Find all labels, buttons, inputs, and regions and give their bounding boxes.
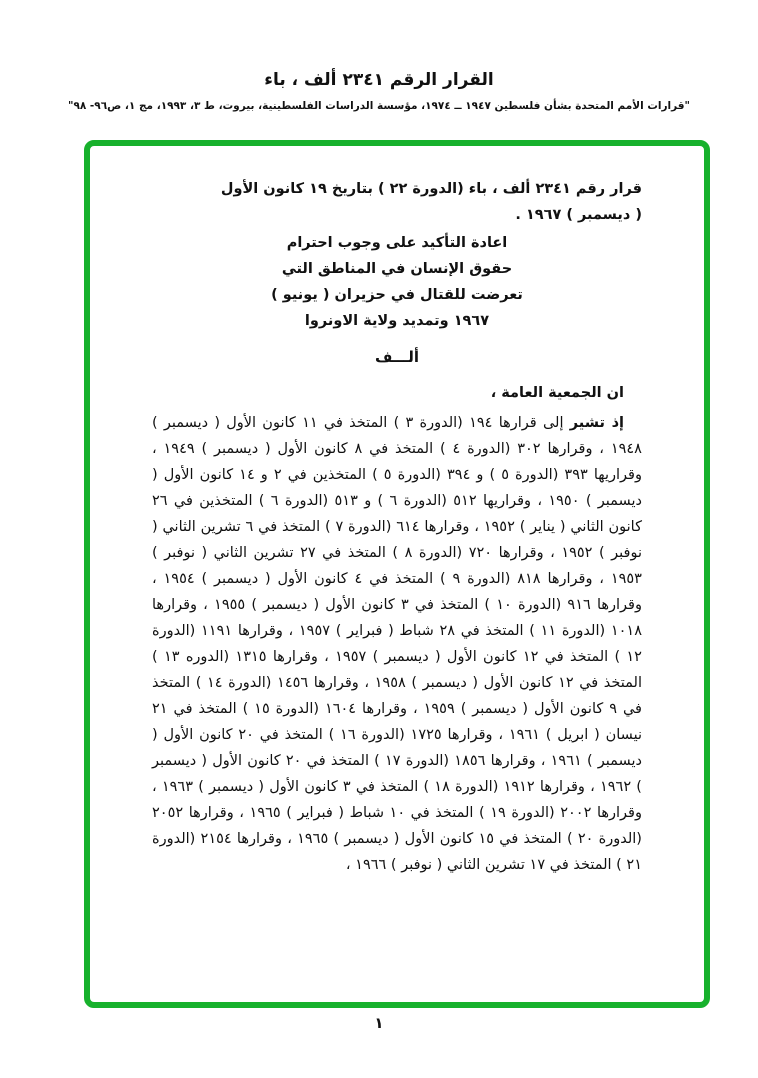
resolution-content	[90, 146, 704, 878]
resolution-heading	[152, 176, 642, 228]
resolution-subject-line: ١٩٦٧ وتمديد ولاية الاونروا	[304, 313, 490, 329]
page-title: القرار الرقم ٢٣٤١ ألف ، باء	[264, 70, 494, 90]
body-text: إلى قرارها ١٩٤ (الدورة ٣ ) المتخذ في ١١ كانون الأول ( ديسمبر ) ١٩٤٨ ، وقرارها ٣٠٢ (الدورة ٤ ) المتخذ في ٨ كانون الأول ( ديسمبر ) ١٩٤٩ ، وقراريها ٣٩٣ (الدورة ٥ ) و ٣٩٤ (الدورة ٥ ) المتخذين في ٢ و ١٤ كانون الأول ( ديسمبر ) ١٩٥٠ ، وقراريها ٥١٢ (الدورة ٦ ) و ٥١٣ (الدورة ٦ ) المتخذين في ٢٦ كانون الثاني ( يناير ) ١٩٥٢ ، وقرارها ٦١٤ (الدورة ٧ ) المتخذ في ٦ تشرين الثاني ( نوفبر ) ١٩٥٢ ، وقرارها ٧٢٠ (الدورة ٨ ) المتخذ في ٢٧ تشرين الثاني ( نوفبر ) ١٩٥٣ ، وقرارها ٨١٨ (الدورة ٩ ) المتخذ في ٤ كانون الأول ( ديسمبر ) ١٩٥٤ ، وقرارها ٩١٦ (الدورة ١٠ ) المتخذ في ٣ كانون الأول ( ديسمبر ) ١٩٥٥ ، وقرارها ١٠١٨ (الدورة ١١ ) المتخذ في ٢٨ شباط ( فبراير ) ١٩٥٧ ، وقرارها ١١٩١ (الدورة ١٢ ) المتخذ في ١٢ كانون الأول ( ديسمبر ) ١٩٥٧ ، وقرارها ١٣١٥ (الدوره ١٣ ) المتخذ في ١٢ كانون الأول ( ديسمبر ) ١٩٥٨ ، وقرارها ١٤٥٦ (الدورة ١٤ ) المتخذ في ٩ كانون الأول ( ديسمبر ) ١٩٥٩ ، وقرارها ١٦٠٤ (الدورة ١٥ ) المتخذ في ٢١ نيسان ( ابريل ) ١٩٦١ ، وقرارها ١٧٢٥ (الدورة ١٦ ) المتخذ في ٢٠ كانون الأول ( ديسمبر ) ١٩٦١ ، وقرارها ١٨٥٦ (الدورة ١٧ ) المتخذ في ٢٠ كانون الأول ( ديسمبر ) ١٩٦٢ ، وقرارها ١٩١٢ (الدورة ١٨ ) المتخذ في ٣ كانون الأول ( ديسمبر ) ١٩٦٣ ، وقرارها ٢٠٠٢ (الدورة ١٩ ) المتخذ في ١٠ شباط ( فبراير ) ١٩٦٥ ، وقرارها ٢٠٥٢ (الدورة ٢٠ ) المتخذ في ١٥ كانون الأول ( ديسمبر ) ١٩٦٥ ، وقرارها ٢١٥٤ (الدورة ٢١ ) المتخذ في ١٧ تشرين الثاني ( نوفبر ) ١٩٦٦ ،	[152, 415, 642, 873]
general-assembly-line: ان الجمعية العامة ،	[490, 385, 624, 401]
resolution-heading-line1: قرار رقم ٢٣٤١ ألف ، باء (الدورة ٢٢ ) بتاريخ ١٩ كانون الأول	[220, 181, 642, 197]
resolution-subject-line: اعادة التأكيد على وجوب احترام	[286, 235, 508, 251]
resolution-subject-line: حقوق الإنسان في المناطق التي	[281, 261, 513, 277]
section-label-alef: ألـــف	[374, 348, 420, 366]
source-citation: "قرارات الأمم المتحدة بشأن فلسطين ١٩٤٧ ــ ١٩٧٤، مؤسسة الدراسات الفلسطينية، بيروت، ط ٣، ١٩٩٣، مج ١، ص٩٦- ٩٨"	[67, 100, 691, 112]
resolution-border-box	[84, 140, 710, 1008]
resolution-body-paragraph	[152, 410, 642, 878]
resolution-subject	[152, 230, 642, 334]
resolution-heading-line2: ( ديسمبر ) ١٩٦٧ .	[515, 207, 642, 223]
page-number: ١	[374, 1014, 384, 1032]
resolution-subject-line: تعرضت للقتال في حزيران ( يونيو )	[271, 287, 523, 303]
body-lead-phrase: إذ تشير	[569, 415, 624, 431]
